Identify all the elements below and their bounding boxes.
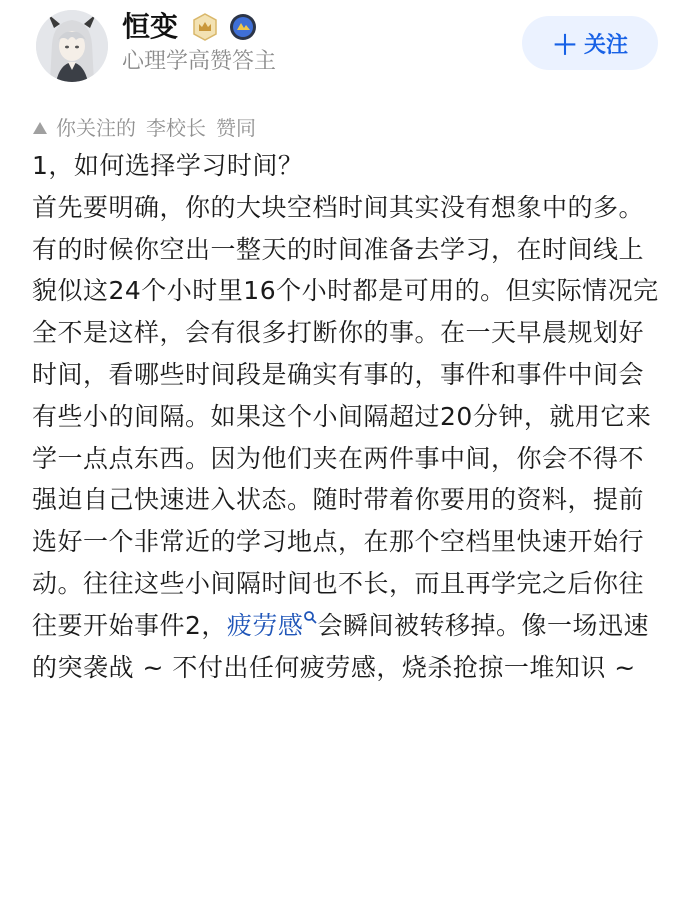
- author-name[interactable]: 恒变: [122, 10, 179, 43]
- social-proof: [32, 114, 256, 142]
- keyword-link-text: 疲劳感: [226, 610, 304, 640]
- follow-button-label: 关注: [584, 32, 629, 58]
- crown-badge-icon: [190, 12, 220, 42]
- answer-body-text-1: 首先要明确，你的大块空档时间其实没有想象中的多。有的时候你空出一整天的时间准备去学习，在时间线上貌似这24个小时里16个小时都是可用的。但实际情况完全不是这样，会有很多打断你的事。在一天早晨规划好时间，看哪些时间段是确实有事的，事件和事件中间会有些小的间隔。如果这个小间隔超过20分钟，就用它来学一点点东西。因为他们夹在两件事中间，你会不得不强迫自己快速进入状态。随时带着你要用的资料，提前选好一个非常近的学习地点，在那个空档里快速开始行动。往往这些小间隔时间也不长，而且再学完之后你往往要开始事件2，: [32, 192, 659, 640]
- plus-icon: ＋: [551, 30, 578, 61]
- answer-body-text-2: 会瞬间被转移掉。像一场迅速的突袭战 ~ 不付出任何疲劳感，烧杀抢掠一堆知识 ~: [32, 610, 649, 682]
- answer-content: [32, 145, 662, 688]
- social-proof-action: 赞同: [216, 116, 256, 140]
- social-proof-prefix: 你关注的: [56, 116, 136, 140]
- answer-body: [32, 187, 662, 689]
- answer-heading: 1，如何选择学习时间？: [32, 151, 304, 180]
- follow-button[interactable]: [522, 16, 658, 70]
- answer-header: [0, 0, 690, 105]
- social-proof-user[interactable]: 李校长: [146, 116, 206, 140]
- upvote-triangle-icon: [32, 120, 48, 136]
- verified-badge-icon: [228, 12, 258, 42]
- avatar[interactable]: [36, 10, 108, 82]
- search-icon: [303, 610, 317, 624]
- author-name-row: [122, 8, 258, 46]
- author-title: 心理学高赞答主: [122, 49, 277, 74]
- keyword-link[interactable]: [227, 611, 318, 640]
